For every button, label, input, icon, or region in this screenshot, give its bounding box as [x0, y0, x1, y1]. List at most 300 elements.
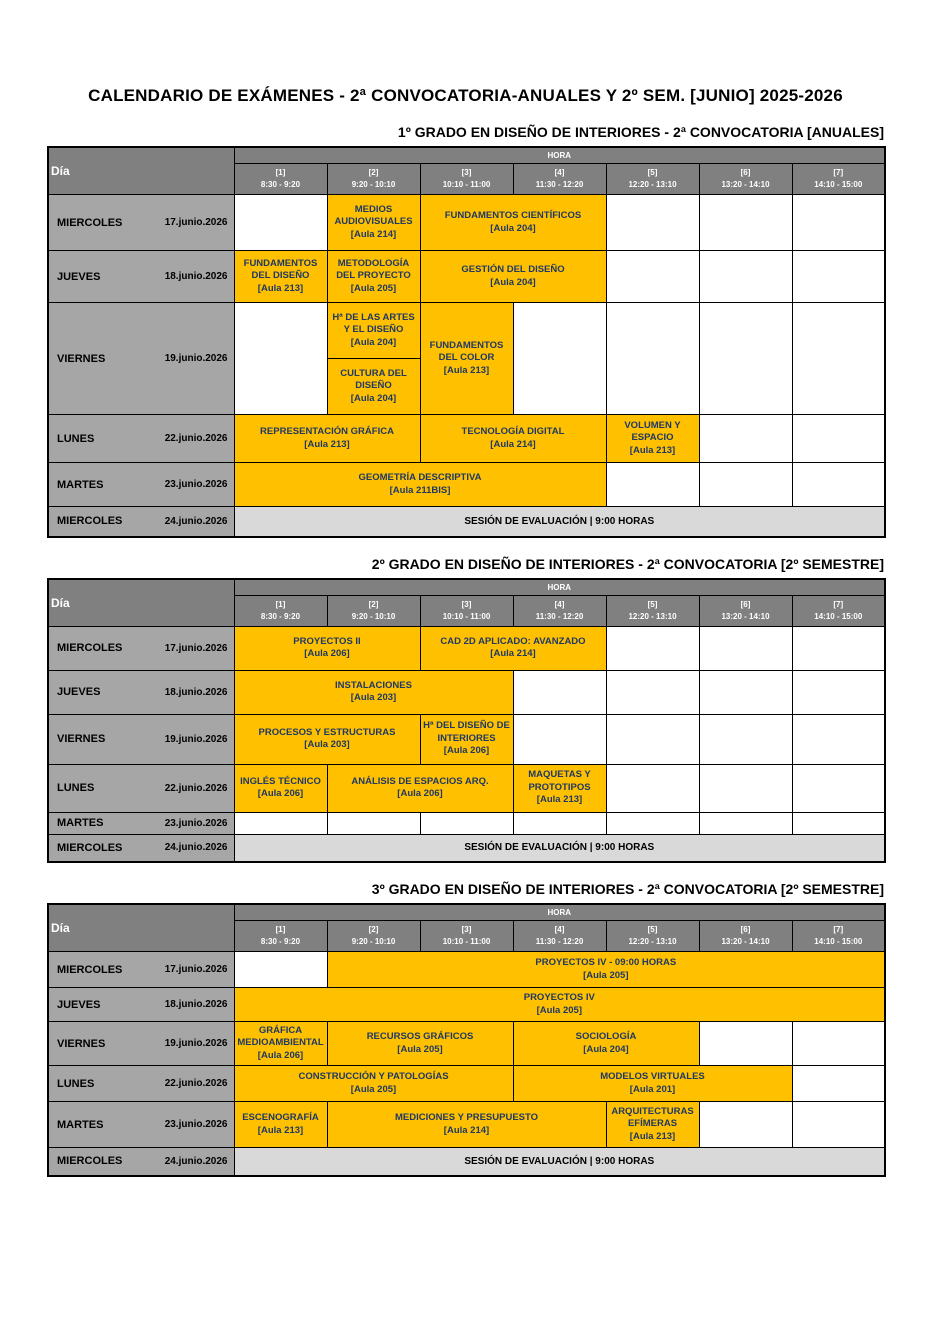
day-cell — [48, 812, 234, 834]
exam-cell — [420, 195, 606, 251]
empty-cell — [699, 1022, 792, 1066]
exam-name: MEDIOS AUDIOVISUALES — [334, 203, 413, 228]
day-name: MARTES — [57, 478, 104, 491]
exam-table-1 — [47, 146, 886, 538]
empty-cell — [606, 251, 699, 303]
time-slot-header-1 — [234, 921, 327, 952]
time-slot-range: 10:10 - 11:00 — [442, 937, 491, 946]
time-slot-number: [5] — [647, 599, 658, 609]
time-slot-range: 14:10 - 15:00 — [814, 611, 863, 621]
time-slot-header-7 — [792, 921, 885, 952]
day-date: 24.junio.2026 — [164, 1155, 228, 1167]
day-date: 23.junio.2026 — [164, 817, 228, 829]
exam-cell — [513, 1022, 699, 1066]
day-name: LUNES — [57, 782, 95, 794]
empty-cell — [792, 195, 885, 251]
exam-cell — [513, 1066, 792, 1102]
time-slot-header-4 — [513, 595, 606, 626]
exam-name: FUNDAMENTOS DEL DISEÑO — [243, 257, 318, 282]
day-name: VIERNES — [57, 352, 106, 365]
day-name: MARTES — [57, 1118, 104, 1131]
time-slot-number: [7] — [833, 168, 844, 177]
table-row — [48, 670, 885, 714]
document-body — [47, 0, 884, 1177]
time-slot-number: [2] — [368, 168, 379, 177]
exam-room: [Aula 203] — [304, 739, 350, 750]
time-slot-header-5 — [606, 921, 699, 952]
empty-cell — [513, 670, 606, 714]
exam-name: RECURSOS GRÁFICOS — [366, 1031, 474, 1043]
exam-room: [Aula 206] — [304, 648, 350, 659]
exam-cell — [234, 988, 885, 1022]
empty-cell — [699, 626, 792, 670]
exam-room: [Aula 213] — [443, 364, 490, 376]
empty-cell — [792, 303, 885, 415]
table-row — [48, 1102, 885, 1148]
exam-room: [Aula 214] — [443, 1124, 490, 1136]
day-name: MIERCOLES — [57, 515, 123, 528]
exam-room: [Aula 205] — [583, 969, 629, 981]
table-row — [48, 507, 885, 537]
day-name: JUEVES — [57, 270, 101, 283]
exam-table-3 — [47, 903, 886, 1177]
day-cell-content — [51, 479, 232, 491]
empty-cell — [234, 303, 327, 415]
exam-name: MEDICIONES Y PRESUPUESTO — [394, 1112, 539, 1124]
session-cell: SESIÓN DE EVALUACIÓN | 9:00 HORAS — [234, 507, 885, 537]
time-slot-number: [7] — [833, 925, 844, 934]
empty-cell — [699, 195, 792, 251]
time-slot-number: [1] — [275, 599, 286, 609]
empty-cell — [606, 714, 699, 764]
empty-cell — [606, 670, 699, 714]
exam-name: MAQUETAS Y PROTOTIPOS — [528, 769, 591, 793]
empty-cell — [699, 714, 792, 764]
empty-cell — [606, 812, 699, 834]
table-title-2: 2º GRADO EN DISEÑO DE INTERIORES - 2ª CONVOCATORIA [2º SEMESTRE] — [371, 555, 884, 572]
time-slot-number: [6] — [740, 168, 751, 177]
exam-room: [Aula 206] — [257, 1049, 304, 1061]
empty-cell — [792, 1066, 885, 1102]
time-slot-header-7 — [792, 595, 885, 626]
day-cell — [48, 988, 234, 1022]
day-date: 19.junio.2026 — [164, 353, 228, 364]
empty-cell — [327, 812, 420, 834]
day-date: 22.junio.2026 — [164, 782, 228, 794]
day-date: 19.junio.2026 — [164, 1038, 228, 1049]
empty-cell — [234, 812, 327, 834]
session-cell: SESIÓN DE EVALUACIÓN | 9:00 HORAS — [234, 834, 885, 862]
exam-cell — [234, 670, 513, 714]
day-name: MIERCOLES — [57, 1155, 123, 1168]
time-slot-number: [5] — [647, 925, 658, 934]
table-row — [48, 988, 885, 1022]
exam-cell — [327, 303, 420, 359]
empty-cell — [792, 626, 885, 670]
table-row — [48, 1148, 885, 1176]
exam-room: [Aula 213] — [257, 282, 304, 294]
empty-cell — [699, 251, 792, 303]
time-slot-header-3 — [420, 595, 513, 626]
empty-cell — [606, 303, 699, 415]
exam-room: [Aula 203] — [350, 692, 397, 703]
exam-name: ANÁLISIS DE ESPACIOS ARQ. — [351, 775, 489, 787]
exam-cell — [327, 251, 420, 303]
empty-cell — [606, 764, 699, 812]
exam-room: [Aula 204] — [490, 222, 536, 234]
time-slot-header-1 — [234, 164, 327, 195]
time-slot-header-4 — [513, 921, 606, 952]
exam-cell — [234, 1022, 327, 1066]
exam-cell — [420, 714, 513, 764]
exam-name: PROYECTOS IV — [523, 992, 595, 1004]
time-slot-range: 11:30 - 12:20 — [535, 937, 584, 946]
day-cell-content — [51, 842, 232, 854]
empty-cell — [792, 463, 885, 507]
time-slot-range: 12:20 - 13:10 — [628, 937, 677, 946]
table-row — [48, 415, 885, 463]
day-name: JUEVES — [57, 998, 101, 1011]
time-slot-number: [6] — [740, 599, 751, 609]
exam-cell — [420, 251, 606, 303]
day-cell — [48, 463, 234, 507]
time-slot-range: 11:30 - 12:20 — [535, 611, 584, 621]
day-cell — [48, 415, 234, 463]
exam-cell — [606, 1102, 699, 1148]
day-date: 18.junio.2026 — [164, 686, 228, 698]
exam-room: [Aula 213] — [629, 1130, 676, 1142]
exam-room: [Aula 204] — [490, 276, 536, 288]
time-slot-range: 11:30 - 12:20 — [535, 180, 584, 189]
exam-name: Hª DEL DISEÑO DE INTERIORES — [423, 720, 510, 744]
page-title: CALENDARIO DE EXÁMENES - 2ª CONVOCATORIA-ANUALES Y 2º SEM. [JUNIO] 2025-2026 — [88, 86, 843, 105]
day-date: 17.junio.2026 — [164, 217, 228, 228]
day-cell — [48, 1148, 234, 1176]
exam-room: [Aula 214] — [490, 648, 536, 659]
time-slot-header-6 — [699, 921, 792, 952]
empty-cell — [606, 463, 699, 507]
time-slot-number: [3] — [461, 925, 472, 934]
exam-cell — [234, 415, 420, 463]
time-slot-number: [4] — [554, 925, 565, 934]
time-slot-range: 8:30 - 9:20 — [260, 611, 301, 621]
day-cell-content — [51, 433, 232, 445]
time-slot-number: [3] — [461, 168, 472, 177]
exam-cell — [327, 1022, 513, 1066]
empty-cell — [699, 764, 792, 812]
day-cell-content — [51, 817, 232, 829]
exam-room: [Aula 205] — [397, 1043, 443, 1055]
table-title-1: 1º GRADO EN DISEÑO DE INTERIORES - 2ª CONVOCATORIA [ANUALES] — [397, 124, 884, 140]
time-slot-number: [6] — [740, 925, 751, 934]
exam-cell — [327, 1102, 606, 1148]
exam-cell — [234, 1102, 327, 1148]
empty-cell — [792, 1022, 885, 1066]
exam-cell — [234, 251, 327, 303]
exam-cell — [420, 303, 513, 415]
exam-name: CULTURA DEL DISEÑO — [340, 367, 407, 392]
time-slot-range: 13:20 - 14:10 — [721, 180, 770, 189]
day-cell-content — [51, 999, 232, 1011]
exam-name: FUNDAMENTOS DEL COLOR — [429, 339, 504, 364]
exam-room: [Aula 204] — [350, 336, 397, 348]
time-slot-range: 13:20 - 14:10 — [721, 937, 770, 946]
empty-cell — [234, 952, 327, 988]
day-cell — [48, 714, 234, 764]
day-date: 18.junio.2026 — [164, 999, 228, 1010]
table-row — [48, 1066, 885, 1102]
table-row — [48, 303, 885, 359]
empty-cell — [513, 714, 606, 764]
day-cell-content — [51, 686, 232, 698]
time-slot-range: 12:20 - 13:10 — [628, 611, 677, 621]
dia-header: Día — [48, 147, 234, 195]
hora-header: HORA — [234, 904, 885, 921]
time-slot-header-2 — [327, 921, 420, 952]
exam-name: VOLUMEN Y ESPACIO — [624, 419, 681, 444]
exam-name: REPRESENTACIÓN GRÁFICA — [260, 426, 394, 438]
exam-cell — [327, 764, 513, 812]
time-slot-header-5 — [606, 164, 699, 195]
time-slot-range: 14:10 - 15:00 — [814, 180, 863, 189]
day-cell-content — [51, 1119, 232, 1131]
empty-cell — [606, 626, 699, 670]
time-slot-number: [5] — [647, 168, 658, 177]
time-slot-number: [4] — [554, 168, 565, 177]
day-name: MIERCOLES — [57, 841, 123, 854]
exam-name: INSTALACIONES — [335, 679, 412, 691]
exam-name: CONSTRUCCIÓN Y PATOLOGÍAS — [298, 1071, 449, 1083]
exam-name: FUNDAMENTOS CIENTÍFICOS — [444, 210, 582, 222]
time-slot-number: [1] — [275, 925, 286, 934]
exam-room: [Aula 214] — [490, 438, 536, 450]
exam-cell — [234, 626, 420, 670]
empty-cell — [792, 251, 885, 303]
exam-room: [Aula 206] — [257, 788, 304, 799]
day-cell — [48, 303, 234, 415]
dia-header: Día — [48, 904, 234, 952]
day-cell-content — [51, 964, 232, 976]
time-slot-header-1 — [234, 595, 327, 626]
day-cell-content — [51, 515, 232, 527]
time-slot-range: 9:20 - 10:10 — [351, 611, 396, 621]
time-slot-range: 12:20 - 13:10 — [628, 180, 677, 189]
day-cell — [48, 507, 234, 537]
exam-room: [Aula 213] — [257, 1124, 304, 1136]
day-name: MARTES — [57, 817, 104, 829]
day-name: VIERNES — [57, 733, 106, 745]
day-cell-content — [51, 1038, 232, 1050]
exam-name: METODOLOGÍA DEL PROYECTO — [336, 257, 411, 282]
time-slot-number: [1] — [275, 168, 286, 177]
time-slot-range: 9:20 - 10:10 — [351, 180, 396, 189]
day-name: LUNES — [57, 432, 95, 445]
time-slot-range: 10:10 - 11:00 — [442, 611, 491, 621]
empty-cell — [699, 812, 792, 834]
time-slot-range: 8:30 - 9:20 — [260, 937, 301, 946]
day-cell-content — [51, 733, 232, 745]
exam-room: [Aula 206] — [397, 788, 443, 799]
day-name: JUEVES — [57, 686, 101, 698]
day-cell-content — [51, 782, 232, 794]
day-date: 18.junio.2026 — [164, 271, 228, 282]
exam-cell — [420, 626, 606, 670]
exam-name: GEOMETRÍA DESCRIPTIVA — [358, 472, 482, 484]
dia-header: Día — [48, 579, 234, 627]
empty-cell — [420, 812, 513, 834]
exam-room: [Aula 205] — [350, 1083, 397, 1095]
exam-name: TECNOLOGÍA DIGITAL — [461, 426, 565, 438]
day-name: MIERCOLES — [57, 963, 123, 976]
empty-cell — [513, 812, 606, 834]
time-slot-header-5 — [606, 595, 699, 626]
day-date: 24.junio.2026 — [164, 842, 228, 854]
time-slot-range: 8:30 - 9:20 — [260, 180, 301, 189]
day-cell — [48, 1022, 234, 1066]
exam-name: GRÁFICA MEDIOAMBIENTAL — [237, 1024, 324, 1049]
table-row — [48, 626, 885, 670]
day-cell — [48, 764, 234, 812]
exam-room: [Aula 213] — [536, 794, 583, 806]
exam-name: ARQUITECTURAS EFÍMERAS — [611, 1105, 694, 1130]
hora-header: HORA — [234, 579, 885, 596]
exam-name: PROYECTOS IV - 09:00 HORAS — [535, 957, 677, 969]
table-row — [48, 834, 885, 862]
hora-header: HORA — [234, 147, 885, 164]
exam-room: [Aula 205] — [536, 1004, 582, 1016]
day-date: 22.junio.2026 — [164, 1078, 228, 1089]
empty-cell — [513, 303, 606, 415]
empty-cell — [234, 195, 327, 251]
day-cell — [48, 1102, 234, 1148]
day-cell — [48, 251, 234, 303]
tables-container — [47, 124, 884, 1177]
day-name: VIERNES — [57, 1037, 106, 1050]
empty-cell — [792, 415, 885, 463]
time-slot-header-4 — [513, 164, 606, 195]
exam-name: CAD 2D APLICADO: AVANZADO — [440, 635, 586, 647]
day-cell — [48, 670, 234, 714]
exam-room: [Aula 204] — [350, 392, 397, 404]
empty-cell — [699, 415, 792, 463]
time-slot-header-6 — [699, 595, 792, 626]
empty-cell — [792, 670, 885, 714]
exam-room: [Aula 205] — [350, 282, 397, 294]
table-row — [48, 463, 885, 507]
exam-name: INGLÉS TÉCNICO — [240, 775, 321, 787]
day-cell-content — [51, 353, 232, 365]
table-row — [48, 764, 885, 812]
exam-name: SOCIOLOGÍA — [575, 1031, 637, 1043]
day-cell-content — [51, 1078, 232, 1090]
day-date: 22.junio.2026 — [164, 433, 228, 444]
table-row — [48, 812, 885, 834]
day-date: 23.junio.2026 — [164, 1119, 228, 1130]
empty-cell — [699, 303, 792, 415]
empty-cell — [792, 1102, 885, 1148]
time-slot-header-2 — [327, 595, 420, 626]
exam-cell — [327, 952, 885, 988]
empty-cell — [699, 463, 792, 507]
exam-name: MODELOS VIRTUALES — [600, 1071, 705, 1083]
day-cell — [48, 952, 234, 988]
day-cell-content — [51, 217, 232, 229]
empty-cell — [606, 195, 699, 251]
time-slot-header-2 — [327, 164, 420, 195]
exam-cell — [513, 764, 606, 812]
exam-room: [Aula 213] — [304, 438, 350, 450]
time-slot-number: [4] — [554, 599, 565, 609]
day-date: 17.junio.2026 — [164, 964, 228, 975]
time-slot-number: [3] — [461, 599, 472, 609]
exam-room: [Aula 204] — [583, 1043, 629, 1055]
exam-cell — [420, 415, 606, 463]
exam-room: [Aula 201] — [629, 1083, 676, 1095]
day-cell-content — [51, 1155, 232, 1167]
day-date: 19.junio.2026 — [164, 733, 228, 745]
table-title-3: 3º GRADO EN DISEÑO DE INTERIORES - 2ª CONVOCATORIA [2º SEMESTRE] — [371, 881, 884, 897]
exam-room: [Aula 206] — [443, 745, 490, 757]
exam-room: [Aula 213] — [629, 444, 676, 456]
time-slot-range: 13:20 - 14:10 — [721, 611, 770, 621]
day-name: LUNES — [57, 1077, 95, 1090]
exam-cell — [606, 415, 699, 463]
time-slot-header-7 — [792, 164, 885, 195]
day-cell — [48, 626, 234, 670]
day-name: MIERCOLES — [57, 216, 123, 229]
time-slot-header-6 — [699, 164, 792, 195]
day-cell — [48, 1066, 234, 1102]
time-slot-header-3 — [420, 164, 513, 195]
table-row — [48, 195, 885, 251]
time-slot-number: [7] — [833, 599, 844, 609]
exam-cell — [234, 714, 420, 764]
day-cell-content — [51, 642, 232, 654]
exam-cell — [327, 195, 420, 251]
exam-room: [Aula 214] — [350, 228, 397, 240]
day-cell-content — [51, 271, 232, 283]
table-row — [48, 251, 885, 303]
table-row — [48, 1022, 885, 1066]
exam-cell — [234, 1066, 513, 1102]
day-date: 23.junio.2026 — [164, 479, 228, 490]
time-slot-range: 10:10 - 11:00 — [442, 180, 491, 189]
day-date: 24.junio.2026 — [164, 515, 228, 527]
exam-cell — [327, 359, 420, 415]
day-cell — [48, 195, 234, 251]
empty-cell — [699, 670, 792, 714]
day-date: 17.junio.2026 — [164, 642, 228, 654]
exam-name: PROYECTOS II — [293, 635, 361, 647]
exam-name: GESTIÓN DEL DISEÑO — [461, 264, 565, 276]
time-slot-number: [2] — [368, 925, 379, 934]
day-name: MIERCOLES — [57, 642, 123, 654]
time-slot-range: 9:20 - 10:10 — [351, 937, 396, 946]
exam-cell — [234, 463, 606, 507]
day-cell — [48, 834, 234, 862]
exam-name: Hª DE LAS ARTES Y EL DISEÑO — [332, 311, 415, 336]
exam-name: ESCENOGRAFÍA — [242, 1112, 319, 1124]
table-row — [48, 714, 885, 764]
empty-cell — [792, 764, 885, 812]
table-row — [48, 952, 885, 988]
exam-name: PROCESOS Y ESTRUCTURAS — [258, 726, 396, 738]
exam-room: [Aula 211BIS] — [389, 484, 451, 496]
exam-table-2 — [47, 578, 886, 864]
session-cell: SESIÓN DE EVALUACIÓN | 9:00 HORAS — [234, 1148, 885, 1176]
exam-cell — [234, 764, 327, 812]
empty-cell — [792, 714, 885, 764]
